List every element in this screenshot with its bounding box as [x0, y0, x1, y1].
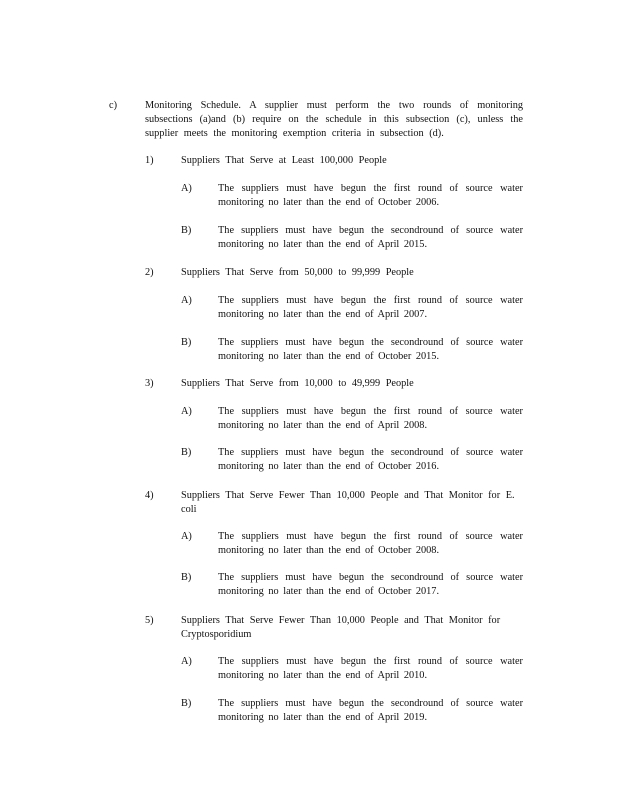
- item-number: 5): [145, 615, 154, 626]
- sub-item-text: The suppliers must have begun the secondround of source water monitoring no later than the end of October 2016.: [218, 447, 523, 472]
- item-heading: Suppliers That Serve Fewer Than 10,000 People and That Monitor for E. coli: [181, 490, 515, 515]
- sub-item-text: The suppliers must have begun the first round of source water monitoring no later than the end of April 2007.: [218, 295, 523, 320]
- section-label: c): [109, 100, 117, 111]
- sub-item-letter: B): [181, 225, 192, 236]
- sub-item-letter: B): [181, 698, 192, 709]
- sub-item-text: The suppliers must have begun the secondround of source water monitoring no later than the end of October 2015.: [218, 337, 523, 362]
- sub-item-letter: B): [181, 572, 192, 583]
- sub-item-text: The suppliers must have begun the first round of source water monitoring no later than the end of April 2008.: [218, 406, 523, 431]
- item-number: 1): [145, 155, 154, 166]
- sub-item-letter: A): [181, 406, 192, 417]
- item-number: 4): [145, 490, 154, 501]
- sub-item-text: The suppliers must have begun the first round of source water monitoring no later than the end of October 2006.: [218, 183, 523, 208]
- item-number: 2): [145, 267, 154, 278]
- sub-item-letter: B): [181, 447, 192, 458]
- item-heading: Suppliers That Serve from 50,000 to 99,999 People: [181, 267, 414, 278]
- sub-item-text: The suppliers must have begun the first round of source water monitoring no later than the end of April 2010.: [218, 656, 523, 681]
- section-intro-text: Monitoring Schedule. A supplier must perform the two rounds of monitoring subsections (a)and (b) require on the schedule in this subsection (c), unless the supplier meets the monitoring exemption criteria in subsection (d).: [145, 100, 523, 139]
- sub-item-letter: A): [181, 295, 192, 306]
- item-heading: Suppliers That Serve at Least 100,000 People: [181, 155, 387, 166]
- sub-item-text: The suppliers must have begun the secondround of source water monitoring no later than the end of October 2017.: [218, 572, 523, 597]
- sub-item-text: The suppliers must have begun the secondround of source water monitoring no later than the end of April 2019.: [218, 698, 523, 723]
- item-heading: Suppliers That Serve from 10,000 to 49,999 People: [181, 378, 414, 389]
- sub-item-letter: A): [181, 531, 192, 542]
- sub-item-text: The suppliers must have begun the secondround of source water monitoring no later than the end of April 2015.: [218, 225, 523, 250]
- sub-item-letter: A): [181, 656, 192, 667]
- sub-item-letter: B): [181, 337, 192, 348]
- sub-item-letter: A): [181, 183, 192, 194]
- item-heading: Suppliers That Serve Fewer Than 10,000 People and That Monitor for Cryptosporidium: [181, 615, 501, 640]
- item-number: 3): [145, 378, 154, 389]
- sub-item-text: The suppliers must have begun the first round of source water monitoring no later than the end of October 2008.: [218, 531, 523, 556]
